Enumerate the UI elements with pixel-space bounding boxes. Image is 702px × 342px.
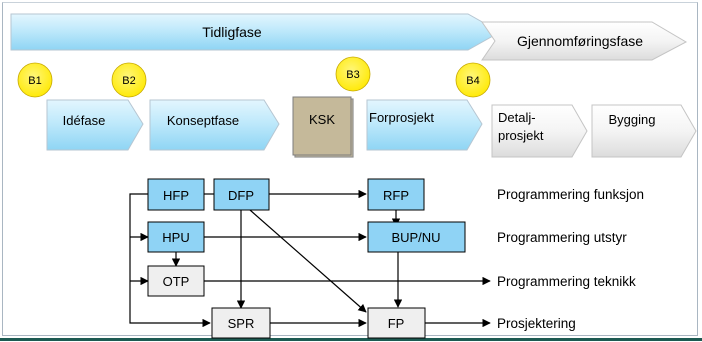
- box-fp-label: FP: [387, 316, 405, 331]
- box-hfp-label: HFP: [163, 188, 189, 203]
- phase-gjennomforingsfase: [482, 22, 686, 60]
- box-hpu-label: HPU: [162, 230, 190, 245]
- decision-b1: [18, 63, 52, 97]
- box-rfp: [368, 179, 424, 210]
- box-otp-label: OTP: [162, 274, 190, 289]
- stage-bygging-label: Bygging: [608, 112, 656, 127]
- stage-konseptfase: [150, 100, 279, 150]
- stage-idefase-label: Idéfase: [62, 113, 106, 128]
- box-fp: [368, 308, 425, 338]
- box-spr: [212, 308, 270, 338]
- stage-detaljprosjekt: [492, 105, 587, 157]
- connectors: [130, 194, 490, 323]
- row-label-utstyr: Programmering utstyr: [497, 230, 627, 245]
- phase-tidligfase-label: Tidligfase: [202, 24, 262, 40]
- connector-dfp-fp: [250, 210, 366, 312]
- connector-hfp-spr: [130, 194, 210, 323]
- decision-b4: [456, 63, 490, 97]
- decision-b1-label: B1: [28, 75, 42, 87]
- stage-forprosjekt-label: Forprosjekt: [369, 110, 435, 125]
- row-label-funksjon: Programmering funksjon: [497, 187, 645, 202]
- row-label-prosjektering: Prosjektering: [497, 316, 576, 331]
- box-hpu: [148, 222, 204, 252]
- stage-bygging: [592, 105, 696, 157]
- stage-konseptfase-label: Konseptfase: [166, 113, 240, 128]
- stage-ksk: [293, 97, 353, 157]
- box-rfp-label: RFP: [383, 188, 409, 203]
- decision-b2-label: B2: [122, 75, 136, 87]
- box-otp: [148, 266, 204, 296]
- box-bupnu-label: BUP/NU: [391, 230, 441, 245]
- stage-detaljprosjekt-label-1: Detalj-: [498, 110, 536, 125]
- decision-b3: [336, 57, 370, 91]
- box-hfp: [148, 179, 204, 210]
- phase-gjennomforingsfase-label: Gjennomføringsfase: [516, 33, 644, 49]
- stage-idefase: [47, 100, 143, 150]
- stage-forprosjekt: [367, 100, 482, 150]
- stage-ksk-label: KSK: [308, 112, 336, 127]
- decision-b2: [112, 63, 146, 97]
- box-dfp: [214, 179, 269, 210]
- decision-b4-label: B4: [466, 75, 480, 87]
- box-dfp-label: DFP: [228, 188, 254, 203]
- box-spr-label: SPR: [227, 316, 255, 331]
- box-bupnu: [368, 222, 465, 252]
- stage-detaljprosjekt-label-2: prosjekt: [498, 128, 544, 143]
- row-label-teknikk: Programmering teknikk: [497, 274, 636, 289]
- phase-tidligfase: [11, 14, 500, 50]
- decision-b3-label: B3: [346, 69, 360, 81]
